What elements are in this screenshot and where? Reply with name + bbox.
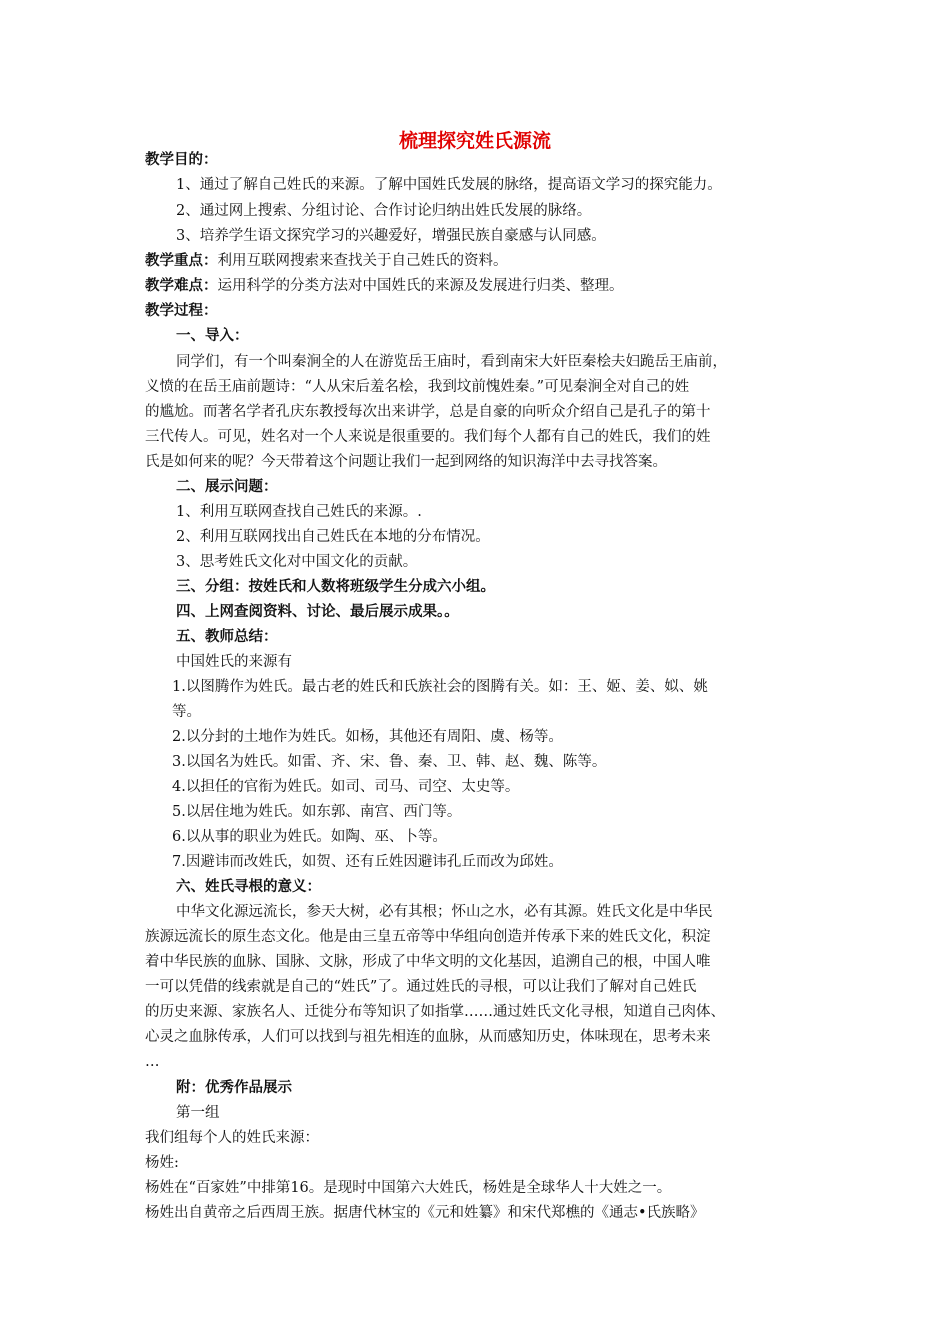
questions-heading: 二、展示问题： — [176, 479, 278, 495]
meaning-line: 中华文化源远流长，参天大树，必有其根；怀山之水，必有其源。姓氏文化是中华民 — [176, 904, 713, 920]
goals-heading: 教学目的： — [145, 152, 218, 168]
appendix-line: 杨姓: — [145, 1155, 179, 1171]
meaning-line: … — [145, 1054, 160, 1070]
summary-item: 4.以担任的官衔为姓氏。如司、司马、司空、太史等。 — [172, 779, 520, 795]
intro-line: 氏是如何来的呢？今天带着这个问题让我们一起到网络的知识海洋中去寻找答案。 — [145, 454, 667, 470]
appendix-heading: 附：优秀作品展示 — [176, 1080, 292, 1096]
summary-item: 3.以国名为姓氏。如雷、齐、宋、鲁、秦、卫、韩、赵、魏、陈等。 — [172, 754, 607, 770]
summary-item: 5.以居住地为姓氏。如东郭、南宫、西门等。 — [172, 804, 462, 820]
goal-item: 2、通过网上搜索、分组讨论、合作讨论归纳出姓氏发展的脉络。 — [176, 203, 592, 219]
appendix-line: 杨姓在“百家姓”中排第16。是现时中国第六大姓氏，杨姓是全球华人十大姓之一。 — [145, 1180, 672, 1196]
difficulty-line — [145, 276, 624, 296]
key-point-label: 教学重点： — [145, 253, 218, 269]
summary-lead: 中国姓氏的来源有 — [176, 654, 292, 670]
meaning-line: 的历史来源、家族名人、迁徙分布等知识了如指掌……通过姓氏文化寻根，知道自己肉体、 — [145, 1004, 725, 1020]
intro-line: 三代传人。可见，姓名对一个人来说是很重要的。我们每个人都有自己的姓氏，我们的姓 — [145, 429, 711, 445]
difficulty-text: 运用科学的分类方法对中国姓氏的来源及发展进行归类、整理。 — [217, 278, 624, 294]
appendix-line: 我们组每个人的姓氏来源： — [145, 1130, 319, 1146]
summary-item: 2.以分封的土地作为姓氏。如杨，其他还有周阳、虞、杨等。 — [172, 729, 563, 745]
intro-line: 同学们，有一个叫秦涧全的人在游览岳王庙时，看到南宋大奸臣秦桧夫妇跪岳王庙前， — [176, 354, 727, 370]
research-heading: 四、上网查阅资料、讨论、最后展示成果。。 — [176, 604, 459, 620]
difficulty-label: 教学难点： — [145, 278, 218, 294]
group-heading: 三、分组：按姓氏和人数将班级学生分成六小组。 — [176, 579, 495, 595]
summary-item: 7.因避讳而改姓氏，如贺、还有丘姓因避讳孔丘而改为邱姓。 — [172, 854, 563, 870]
meaning-line: 心灵之血脉传承，人们可以找到与祖先相连的血脉，从而感知历史，体味现在，思考未来 — [145, 1029, 711, 1045]
question-item: 3、思考姓氏文化对中国文化的贡献。 — [176, 554, 418, 570]
question-item: 1、利用互联网查找自己姓氏的来源。. — [176, 504, 422, 520]
meaning-line: 一可以凭借的线索就是自己的“姓氏”了。通过姓氏的寻根，可以让我们了解对自己姓氏 — [145, 979, 697, 995]
process-heading: 教学过程： — [145, 303, 218, 319]
summary-item: 6.以从事的职业为姓氏。如陶、巫、卜等。 — [172, 829, 447, 845]
appendix-group: 第一组 — [176, 1105, 220, 1121]
key-point-text: 利用互联网搜索来查找关于自己姓氏的资料。 — [217, 253, 508, 269]
intro-line: 的尴尬。而著名学者孔庆东教授每次出来讲学，总是自豪的向听众介绍自己是孔子的第十 — [145, 404, 711, 420]
question-item: 2、利用互联网找出自己姓氏在本地的分布情况。 — [176, 529, 490, 545]
summary-heading: 五、教师总结： — [176, 629, 278, 645]
intro-heading: 一、导入： — [176, 328, 249, 344]
goal-item: 3、培养学生语文探究学习的兴趣爱好，增强民族自豪感与认同感。 — [176, 228, 606, 244]
intro-line: 义愤的在岳王庙前题诗：“人从宋后羞名桧，我到坟前愧姓秦。”可见秦涧全对自己的姓 — [145, 379, 690, 395]
meaning-heading: 六、姓氏寻根的意义： — [176, 879, 321, 895]
key-point-line — [145, 251, 508, 271]
meaning-line: 着中华民族的血脉、国脉、文脉，形成了中华文明的文化基因，追溯自己的根，中国人唯 — [145, 954, 711, 970]
summary-item: 1.以图腾作为姓氏。最古老的姓氏和氏族社会的图腾有关。如：王、姬、姜、姒、姚 — [172, 679, 708, 695]
goal-item: 1、通过了解自己姓氏的来源。了解中国姓氏发展的脉络，提高语文学习的探究能力。 — [176, 177, 722, 193]
meaning-line: 族源远流长的原生态文化。他是由三皇五帝等中华组向创造并传承下来的姓氏文化，积淀 — [145, 929, 711, 945]
summary-item: 等。 — [172, 704, 201, 720]
page-title: 梳理探究姓氏源流 — [398, 130, 551, 152]
appendix-line: 杨姓出自黄帝之后西周王族。据唐代林宝的《元和姓纂》和宋代郑樵的《通志•氏族略》 — [145, 1205, 705, 1221]
